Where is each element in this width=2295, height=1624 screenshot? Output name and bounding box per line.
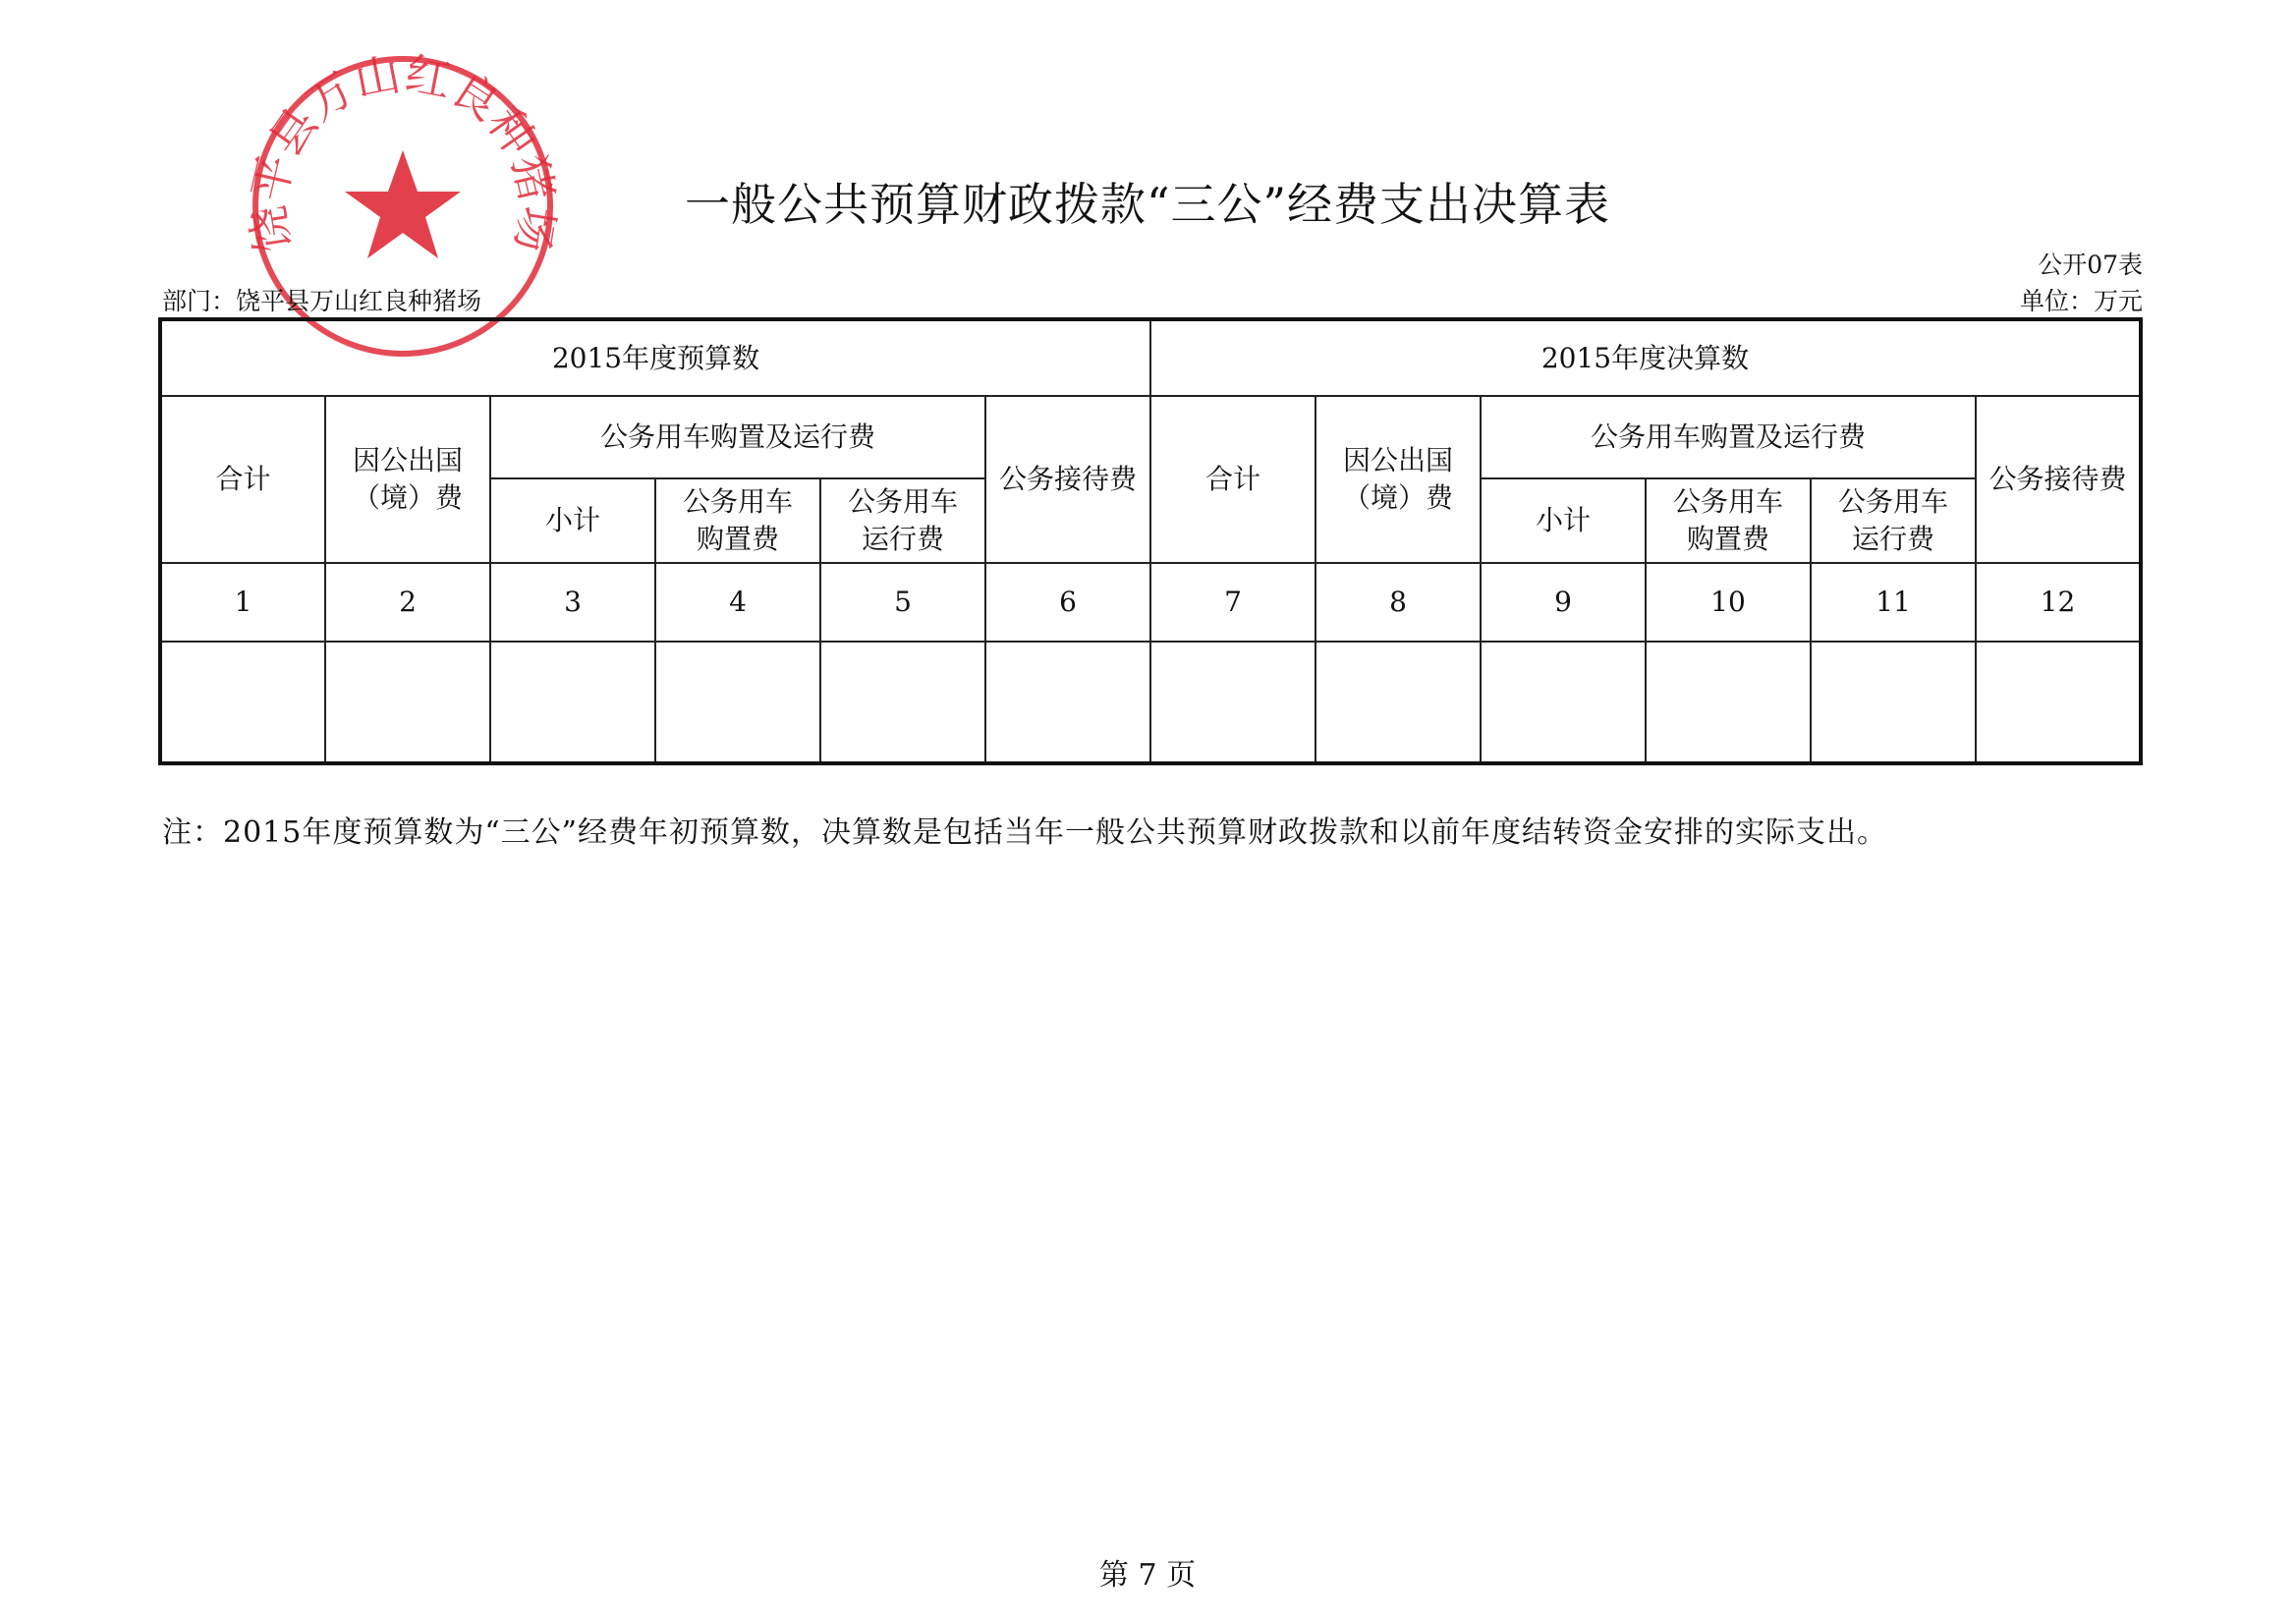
value-cell <box>1481 642 1646 763</box>
header-total: 合计 <box>160 396 325 563</box>
form-number: 公开07表 <box>2038 251 2143 279</box>
column-number: 12 <box>1976 563 2141 642</box>
header-budget-group: 2015年度预算数 <box>160 319 1150 396</box>
column-number: 1 <box>160 563 325 642</box>
header-vehicle: 公务用车购置及运行费 <box>1481 396 1976 478</box>
department-label: 部门：饶平县万山红良种猪场 <box>162 287 482 315</box>
header-vehicle-buy: 公务用车购置费 <box>655 478 820 563</box>
column-number: 11 <box>1811 563 1976 642</box>
column-number: 7 <box>1150 563 1315 642</box>
value-cell <box>985 642 1150 763</box>
header-vehicle-buy: 公务用车购置费 <box>1646 478 1811 563</box>
header-reception: 公务接待费 <box>985 396 1150 563</box>
column-number: 8 <box>1315 563 1481 642</box>
value-cell <box>160 642 325 763</box>
page-title: 一般公共预算财政拨款“三公”经费支出决算表 <box>684 178 1611 231</box>
header-vehicle-run: 公务用车运行费 <box>1811 478 1976 563</box>
value-cell <box>490 642 655 763</box>
value-cell <box>655 642 820 763</box>
value-cell <box>1315 642 1481 763</box>
value-cell <box>1150 642 1315 763</box>
expense-table <box>158 317 2143 765</box>
header-total: 合计 <box>1150 396 1315 563</box>
column-number: 6 <box>985 563 1150 642</box>
column-number: 3 <box>490 563 655 642</box>
header-reception: 公务接待费 <box>1976 396 2141 563</box>
seal-text: 饶平县万山红良种猪场 <box>241 46 565 256</box>
column-number: 10 <box>1646 563 1811 642</box>
value-cell <box>820 642 985 763</box>
header-abroad: 因公出国（境）费 <box>1315 396 1481 563</box>
header-final-group: 2015年度决算数 <box>1150 319 2141 396</box>
column-number: 9 <box>1481 563 1646 642</box>
unit-label: 单位：万元 <box>2019 287 2143 315</box>
value-cell <box>325 642 490 763</box>
header-subtotal: 小计 <box>1481 478 1646 563</box>
page-number: 第 7 页 <box>1098 1558 1197 1593</box>
column-number: 4 <box>655 563 820 642</box>
header-vehicle-run: 公务用车运行费 <box>820 478 985 563</box>
footnote: 注：2015年度预算数为“三公”经费年初预算数，决算数是包括当年一般公共预算财政拨款和以前年度结转资金安排的实际支出。 <box>162 815 1888 850</box>
header-subtotal: 小计 <box>490 478 655 563</box>
value-cell <box>1646 642 1811 763</box>
header-abroad: 因公出国（境）费 <box>325 396 490 563</box>
column-number: 2 <box>325 563 490 642</box>
header-vehicle: 公务用车购置及运行费 <box>490 396 985 478</box>
column-number: 5 <box>820 563 985 642</box>
value-cell <box>1811 642 1976 763</box>
value-cell <box>1976 642 2141 763</box>
